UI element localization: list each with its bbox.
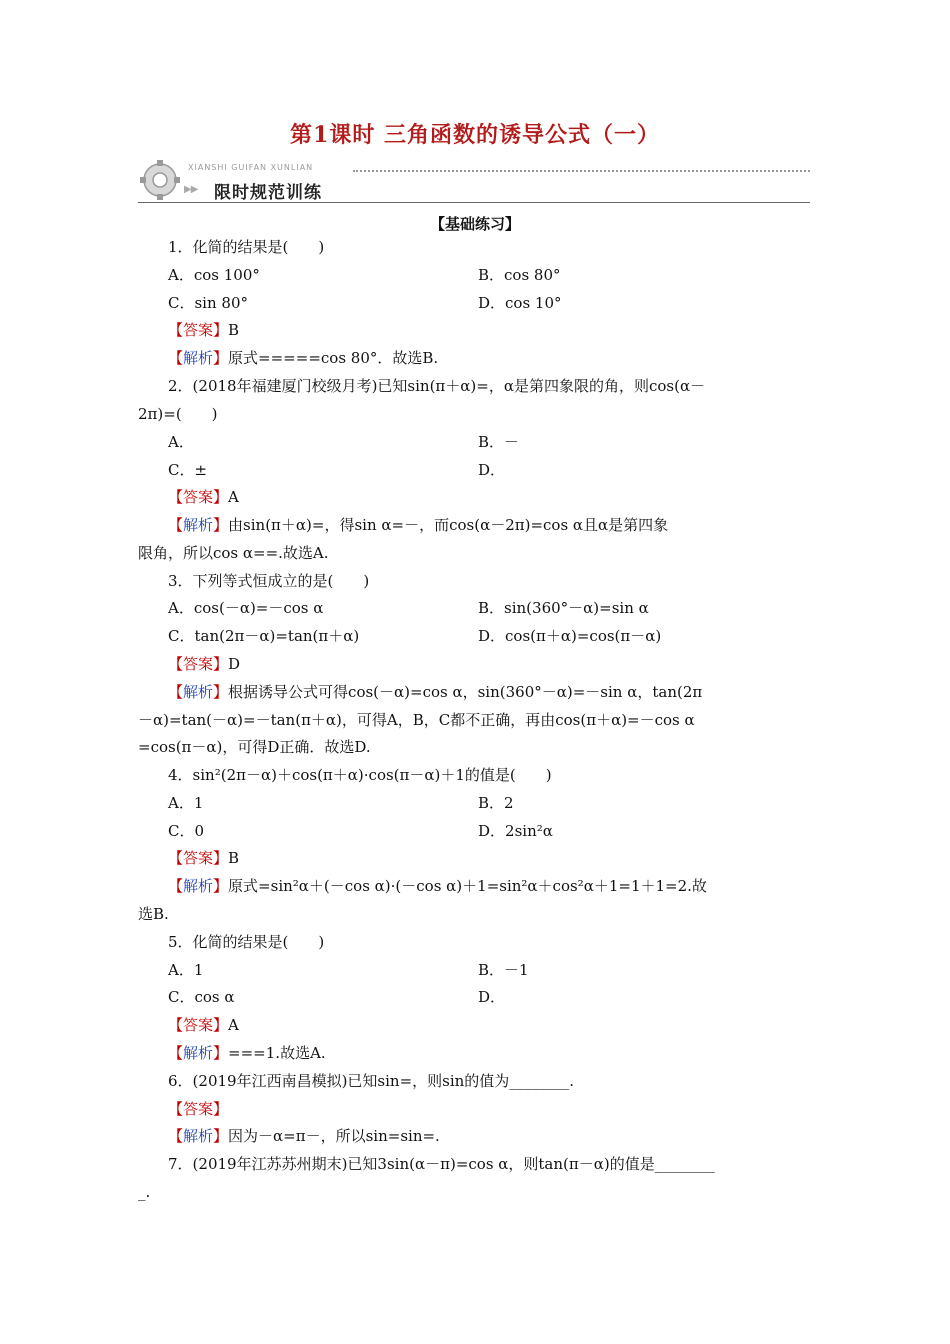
- q1-option-c: C．sin 80°: [168, 294, 248, 312]
- section-heading: 【基础练习】: [429, 215, 520, 233]
- answer-value: A: [228, 488, 239, 506]
- q1-option-a: A．cos 100°: [168, 266, 260, 284]
- q3-option-b: B．sin(360°－α)=sin α: [478, 599, 649, 617]
- analysis-bracket: 【: [168, 1127, 184, 1145]
- banner-dotted-rule: [353, 170, 810, 172]
- analysis-text: 原式=====cos 80°．故选B.: [228, 349, 439, 367]
- analysis-tag: 解析: [183, 516, 214, 534]
- q3-analysis-line3: =cos(π－α)，可得D正确．故选D.: [138, 738, 371, 756]
- answer-tag: 【答案】: [168, 488, 229, 506]
- q1-analysis: [168, 348, 438, 368]
- q6-answer: [168, 1099, 228, 1119]
- q5-option-c: C．cos α: [168, 988, 235, 1006]
- q6-analysis: [168, 1126, 440, 1146]
- answer-value: D: [228, 655, 241, 673]
- banner-label: 限时规范训练: [214, 183, 322, 203]
- analysis-bracket: 】: [213, 516, 229, 534]
- q7-stem-line1: 7．(2019年江苏苏州期末)已知3sin(α－π)=cos α，则tan(π－α)的值是________: [168, 1155, 715, 1173]
- q4-analysis-line1: [168, 876, 707, 896]
- q3-answer: [168, 654, 240, 674]
- page-title: 第1课时 三角函数的诱导公式（一）: [290, 122, 660, 148]
- q4-option-d: D．2sin²α: [478, 822, 553, 840]
- q3-option-d: D．cos(π＋α)=cos(π－α): [478, 627, 662, 645]
- q1-option-d: D．cos 10°: [478, 294, 562, 312]
- q5-option-b: B．－1: [478, 961, 529, 979]
- q5-answer: [168, 1015, 239, 1035]
- banner-pinyin: XIANSHI GUIFAN XUNLIAN: [188, 163, 314, 172]
- answer-tag: 【答案】: [168, 849, 229, 867]
- q3-analysis-line2: －α)=tan(－α)=－tan(π＋α)，可得A，B，C都不正确，再由cos(π＋α)=－cos α: [138, 711, 695, 729]
- q2-answer: [168, 487, 239, 507]
- answer-tag: 【答案】: [168, 321, 229, 339]
- answer-tag: 【答案】: [168, 1100, 229, 1118]
- q2-analysis-line2: 限角，所以cos α==.故选A.: [138, 544, 329, 562]
- analysis-bracket: 】: [213, 683, 229, 701]
- analysis-text: 因为－α=π－，所以sin=sin=.: [228, 1127, 440, 1145]
- q2-option-d: D．: [478, 461, 506, 479]
- analysis-bracket: 】: [213, 1127, 229, 1145]
- analysis-bracket: 【: [168, 683, 184, 701]
- q4-answer: [168, 848, 239, 868]
- section-banner: [138, 156, 810, 206]
- analysis-bracket: 【: [168, 349, 184, 367]
- q2-option-b: B．－: [478, 433, 520, 451]
- q4-analysis-line2: 选B.: [138, 905, 169, 923]
- q4-option-b: B．2: [478, 794, 514, 812]
- analysis-text: 根据诱导公式可得cos(－α)=cos α，sin(360°－α)=－sin α，tan(2π: [228, 683, 703, 701]
- q2-stem-line2: 2π)=( ): [138, 405, 218, 423]
- analysis-bracket: 【: [168, 516, 184, 534]
- analysis-text: ===1.故选A.: [228, 1044, 326, 1062]
- q1-answer: [168, 320, 239, 340]
- answer-value: B: [228, 849, 240, 867]
- q3-option-c: C．tan(2π－α)=tan(π＋α): [168, 627, 360, 645]
- arrow-icon: ▶▶: [184, 184, 198, 195]
- q4-stem: 4．sin²(2π－α)＋cos(π＋α)·cos(π－α)＋1的值是( ): [168, 766, 552, 784]
- q3-option-a: A．cos(－α)=－cos α: [168, 599, 324, 617]
- answer-tag: 【答案】: [168, 655, 229, 673]
- q2-stem-line1: 2．(2018年福建厦门校级月考)已知sin(π＋α)=，α是第四象限的角，则cos(α－: [168, 377, 706, 395]
- answer-value: A: [228, 1016, 239, 1034]
- q2-analysis-line1: [168, 515, 668, 535]
- analysis-bracket: 】: [213, 1044, 229, 1062]
- q2-option-c: C．±: [168, 461, 208, 479]
- q4-option-c: C．0: [168, 822, 205, 840]
- q2-option-a: A．: [168, 433, 194, 451]
- q7-stem-line2: _.: [138, 1183, 151, 1201]
- banner-rule: [138, 202, 810, 203]
- analysis-bracket: 【: [168, 1044, 184, 1062]
- analysis-text: 由sin(π＋α)=，得sin α=－，而cos(α－2π)=cos α且α是第四象: [228, 516, 669, 534]
- analysis-text: 原式=sin²α＋(－cos α)·(－cos α)＋1=sin²α＋cos²α＋1=1＋1=2.故: [228, 877, 707, 895]
- q4-option-a: A．1: [168, 794, 204, 812]
- q1-option-b: B．cos 80°: [478, 266, 561, 284]
- analysis-tag: 解析: [183, 877, 214, 895]
- q3-analysis-line1: [168, 682, 702, 702]
- q3-stem: 3．下列等式恒成立的是( ): [168, 572, 370, 590]
- analysis-tag: 解析: [183, 1127, 214, 1145]
- answer-tag: 【答案】: [168, 1016, 229, 1034]
- q6-stem: 6．(2019年江西南昌模拟)已知sin=，则sin的值为________.: [168, 1072, 575, 1090]
- q5-stem: 5．化简的结果是( ): [168, 933, 325, 951]
- analysis-bracket: 】: [213, 349, 229, 367]
- answer-value: B: [228, 321, 240, 339]
- q5-analysis: [168, 1043, 326, 1063]
- q5-option-d: D．: [478, 988, 506, 1006]
- gear-icon: [140, 158, 180, 200]
- q5-option-a: A．1: [168, 961, 204, 979]
- analysis-tag: 解析: [183, 349, 214, 367]
- analysis-tag: 解析: [183, 1044, 214, 1062]
- analysis-tag: 解析: [183, 683, 214, 701]
- analysis-bracket: 【: [168, 877, 184, 895]
- q1-stem: 1．化简的结果是( ): [168, 238, 325, 256]
- analysis-bracket: 】: [213, 877, 229, 895]
